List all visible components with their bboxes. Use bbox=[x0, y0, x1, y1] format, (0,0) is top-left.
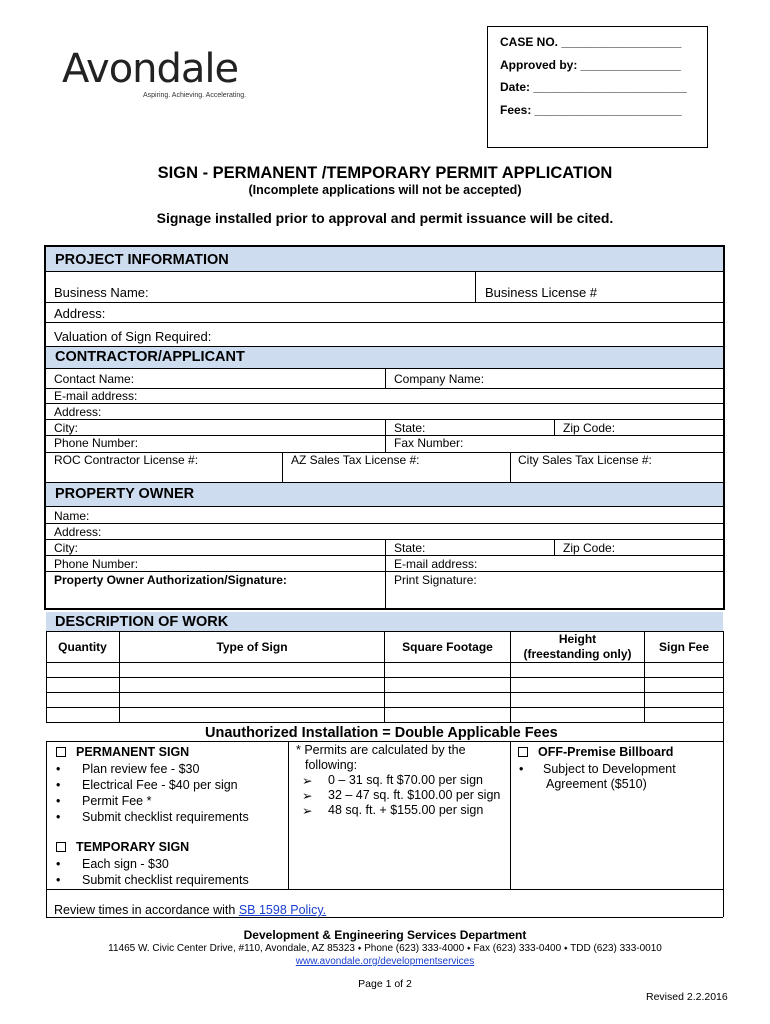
calc-item: 48 sq. ft. + $155.00 per sign bbox=[328, 803, 484, 817]
checkbox-icon[interactable] bbox=[518, 747, 528, 757]
col-sign-fee: Sign Fee bbox=[658, 640, 709, 654]
contractor-city-field[interactable]: City: bbox=[54, 421, 78, 435]
owner-phone-field[interactable]: Phone Number: bbox=[54, 557, 139, 571]
col-height-note: (freestanding only) bbox=[523, 647, 632, 661]
permanent-sign-checkbox[interactable] bbox=[56, 745, 189, 759]
bullet-icon: • bbox=[56, 794, 61, 808]
approval-warning: Signage installed prior to approval and permit issuance will be cited. bbox=[156, 210, 614, 226]
business-license-field[interactable]: Business License # bbox=[485, 285, 598, 300]
work-row-3[interactable] bbox=[47, 693, 723, 707]
col-quantity: Quantity bbox=[58, 640, 107, 654]
temporary-item: Each sign - $30 bbox=[82, 857, 169, 871]
page-subtitle: (Incomplete applications will not be accepted) bbox=[248, 183, 522, 197]
work-row-4[interactable] bbox=[47, 708, 723, 722]
print-signature-field[interactable]: Print Signature: bbox=[394, 573, 477, 587]
case-no-field[interactable]: CASE NO. __________________ bbox=[500, 35, 682, 49]
department-contact: 11465 W. Civic Center Drive, #110, Avondale, AZ 85323 ⬩ Phone (623) 333-4000 ⬩ Fax (623) 333-0400 ⬩ TDD (623) 333-0010 bbox=[108, 943, 662, 954]
company-name-field[interactable]: Company Name: bbox=[394, 372, 485, 386]
revision-date: Revised 2.2.2016 bbox=[646, 991, 728, 1003]
review-times-note: Review times in accordance with SB 1598 Policy. bbox=[54, 903, 327, 917]
owner-city-field[interactable]: City: bbox=[54, 541, 78, 555]
permanent-item: Permit Fee * bbox=[82, 794, 152, 808]
arrow-bullet-icon: ➢ bbox=[302, 804, 313, 818]
project-address-field[interactable]: Address: bbox=[54, 306, 106, 321]
permanent-item: Submit checklist requirements bbox=[82, 810, 249, 824]
bullet-icon: • bbox=[56, 873, 61, 887]
offpremise-checkbox[interactable] bbox=[518, 745, 673, 759]
arrow-bullet-icon: ➢ bbox=[302, 774, 313, 788]
project-info-header: PROJECT INFORMATION bbox=[46, 247, 723, 271]
owner-name-field[interactable]: Name: bbox=[54, 509, 90, 523]
date-field[interactable]: Date: _______________________ bbox=[500, 80, 687, 94]
property-owner-header: PROPERTY OWNER bbox=[46, 483, 723, 506]
bullet-icon: • bbox=[56, 762, 61, 776]
bullet-icon: • bbox=[56, 810, 61, 824]
work-row-1[interactable] bbox=[47, 663, 723, 677]
city-sales-tax-field[interactable]: City Sales Tax License #: bbox=[518, 453, 652, 467]
owner-state-field[interactable]: State: bbox=[394, 541, 426, 555]
arrow-bullet-icon: ➢ bbox=[302, 789, 313, 803]
temporary-item: Submit checklist requirements bbox=[82, 873, 249, 887]
bullet-icon: • bbox=[519, 762, 524, 776]
contractor-zip-field[interactable]: Zip Code: bbox=[563, 421, 616, 435]
page-title: SIGN - PERMANENT /TEMPORARY PERMIT APPLICATION bbox=[157, 164, 613, 182]
contractor-fax-field[interactable]: Fax Number: bbox=[394, 436, 464, 450]
logo-tagline: Aspiring. Achieving. Accelerating. bbox=[143, 92, 247, 99]
calc-note: * Permits are calculated by the bbox=[296, 743, 466, 757]
offpremise-label: OFF-Premise Billboard bbox=[538, 745, 674, 759]
checkbox-icon[interactable] bbox=[56, 842, 66, 852]
owner-zip-field[interactable]: Zip Code: bbox=[563, 541, 616, 555]
owner-signature-field[interactable]: Property Owner Authorization/Signature: bbox=[54, 573, 287, 587]
owner-email-field[interactable]: E-mail address: bbox=[394, 557, 478, 571]
contractor-header: CONTRACTOR/APPLICANT bbox=[46, 346, 723, 368]
double-fees-notice: Unauthorized Installation = Double Applicable Fees bbox=[205, 725, 558, 741]
calc-item: 32 – 47 sq. ft. $100.00 per sign bbox=[328, 788, 501, 802]
bullet-icon: • bbox=[56, 857, 61, 871]
page-number: Page 1 of 2 bbox=[358, 978, 412, 990]
permanent-item: Electrical Fee - $40 per sign bbox=[82, 778, 238, 792]
bullet-icon: • bbox=[56, 778, 61, 792]
checkbox-icon[interactable] bbox=[56, 747, 66, 757]
temporary-sign-label: TEMPORARY SIGN bbox=[76, 840, 190, 854]
offpremise-item: Subject to Development bbox=[543, 762, 676, 776]
calc-item: 0 – 31 sq. ft $70.00 per sign bbox=[328, 773, 483, 787]
col-square-footage: Square Footage bbox=[402, 640, 493, 654]
avondale-logo: Avondale bbox=[62, 46, 239, 92]
office-use-box bbox=[487, 26, 708, 148]
col-type-of-sign: Type of Sign bbox=[216, 640, 288, 654]
contractor-email-field[interactable]: E-mail address: bbox=[54, 389, 138, 403]
col-height: Height bbox=[558, 632, 597, 646]
contractor-address-field[interactable]: Address: bbox=[54, 405, 102, 419]
az-sales-tax-field[interactable]: AZ Sales Tax License #: bbox=[291, 453, 420, 467]
contractor-state-field[interactable]: State: bbox=[394, 421, 426, 435]
work-row-2[interactable] bbox=[47, 678, 723, 692]
valuation-field[interactable]: Valuation of Sign Required: bbox=[54, 329, 212, 344]
contact-name-field[interactable]: Contact Name: bbox=[54, 372, 135, 386]
description-of-work-header: DESCRIPTION OF WORK bbox=[46, 612, 723, 631]
calc-note-cont: following: bbox=[305, 758, 358, 772]
permanent-sign-label: PERMANENT SIGN bbox=[76, 745, 190, 759]
department-name: Development & Engineering Services Department bbox=[243, 928, 527, 942]
roc-license-field[interactable]: ROC Contractor License #: bbox=[54, 453, 199, 467]
fees-field[interactable]: Fees: ______________________ bbox=[500, 103, 682, 117]
temporary-sign-checkbox[interactable] bbox=[56, 840, 189, 854]
approved-by-field[interactable]: Approved by: _______________ bbox=[500, 58, 681, 72]
contractor-phone-field[interactable]: Phone Number: bbox=[54, 436, 139, 450]
department-website-link[interactable]: www.avondale.org/developmentservices bbox=[295, 956, 475, 967]
offpremise-item-cont: Agreement ($510) bbox=[546, 777, 647, 791]
business-name-field[interactable]: Business Name: bbox=[54, 285, 149, 300]
sb1598-policy-link[interactable]: SB 1598 Policy. bbox=[238, 903, 327, 917]
owner-address-field[interactable]: Address: bbox=[54, 525, 102, 539]
permanent-item: Plan review fee - $30 bbox=[82, 762, 200, 776]
